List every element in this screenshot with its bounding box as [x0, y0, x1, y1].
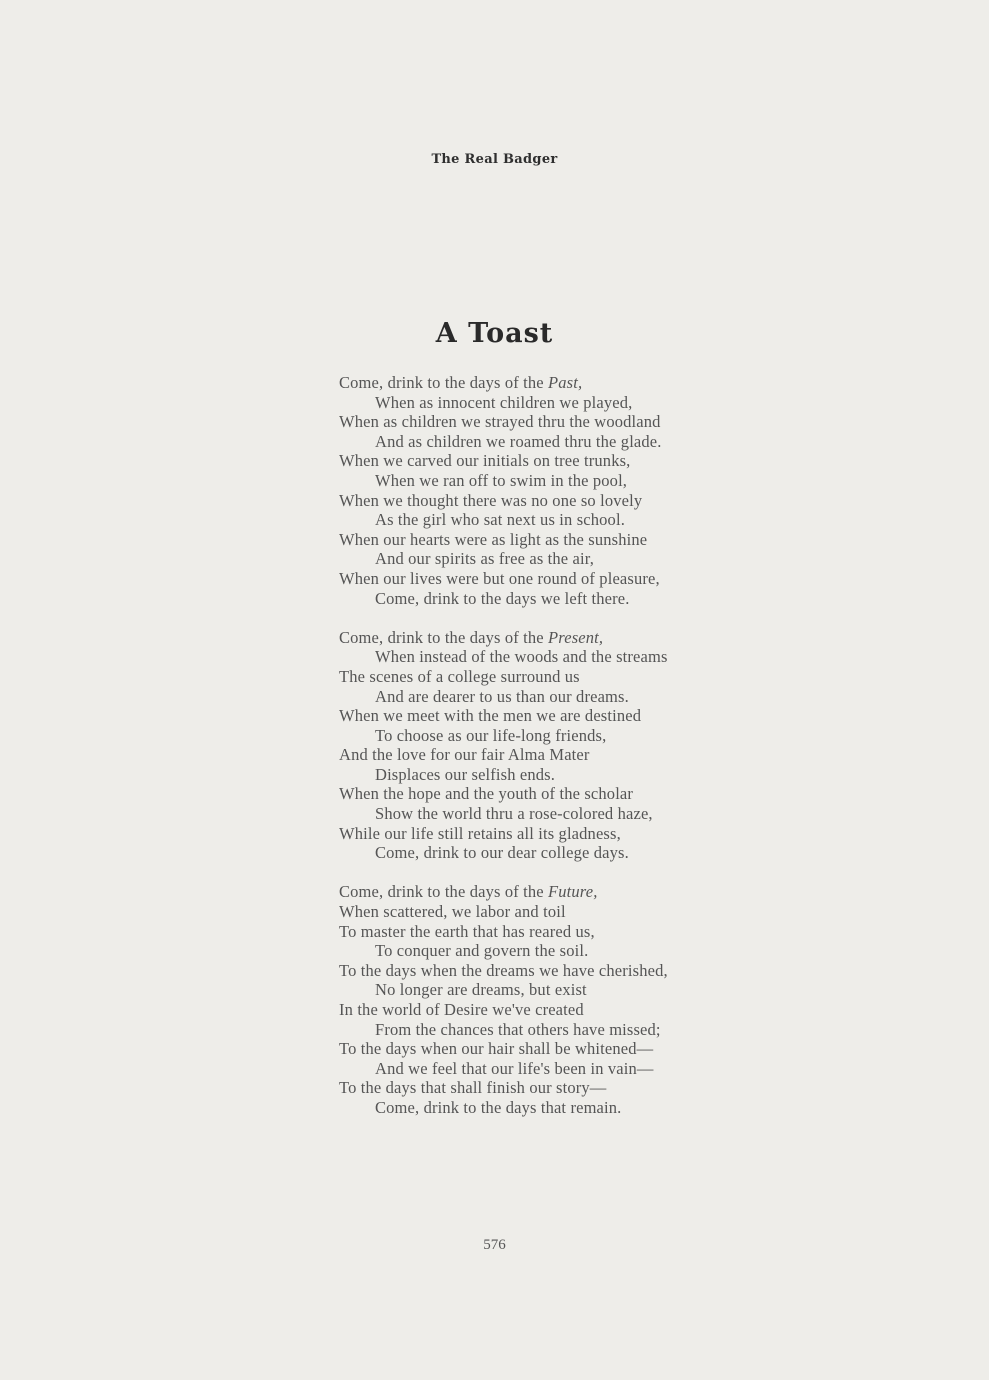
running-head: The Real Badger	[431, 152, 558, 167]
poem-line: Come, drink to the days we left there.	[375, 588, 630, 608]
poem-line: While our life still retains all its gladness,	[339, 823, 621, 843]
poem-line: When our lives were but one round of pleasure,	[339, 568, 660, 588]
poem-line: And the love for our fair Alma Mater	[339, 745, 590, 765]
poem-line: From the chances that others have missed;	[375, 1019, 661, 1039]
poem-line: Displaces our selfish ends.	[375, 764, 556, 784]
poem-line: And as children we roamed thru the glade.	[375, 431, 662, 451]
poem-line: Come, drink to the days that remain.	[375, 1097, 622, 1117]
poem-line: Come, drink to the days of the Future,	[339, 882, 598, 902]
poem-line: Show the world thru a rose-colored haze,	[375, 804, 653, 824]
poem-line: When scattered, we labor and toil	[339, 902, 566, 922]
stanza-3	[339, 882, 779, 1117]
poem-line: When as innocent children we played,	[375, 392, 633, 412]
poem-line: To conquer and govern the soil.	[375, 941, 589, 961]
poem-line: When we ran off to swim in the pool,	[375, 470, 628, 490]
poem-line: Come, drink to the days of the Present,	[339, 627, 604, 647]
poem-line: Come, drink to our dear college days.	[375, 843, 629, 863]
poem-line: And our spirits as free as the air,	[375, 549, 595, 569]
poem-line: To choose as our life-long friends,	[375, 725, 607, 745]
poem-line: In the world of Desire we've created	[339, 1000, 584, 1019]
poem-line: When we thought there was no one so lovely	[339, 490, 643, 510]
poem-line: Come, drink to the days of the Past,	[339, 373, 583, 392]
poem-line: When instead of the woods and the streams	[375, 647, 668, 667]
poem-line: To master the earth that has reared us,	[339, 921, 595, 941]
poem-line: And are dearer to us than our dreams.	[375, 686, 629, 706]
stanza-2	[339, 628, 779, 863]
poem-line: When we meet with the men we are destined	[339, 706, 642, 726]
poem-line: To the days when our hair shall be whitened—	[339, 1039, 654, 1059]
poem-line: And we feel that our life's been in vain—	[375, 1058, 654, 1078]
poem-body	[339, 373, 779, 1137]
poem-line: When as children we strayed thru the woodland	[339, 412, 661, 432]
poem-line: When our hearts were as light as the sunshine	[339, 529, 648, 549]
page-number: 576	[483, 1237, 506, 1253]
poem-line: To the days that shall finish our story—	[339, 1078, 607, 1098]
poem-title: A Toast	[435, 318, 554, 349]
poem-line: When the hope and the youth of the scholar	[339, 784, 634, 804]
poem-line: When we carved our initials on tree trunks,	[339, 451, 631, 471]
stanza-1	[339, 373, 779, 608]
poem-line: As the girl who sat next us in school.	[375, 510, 625, 530]
poem-line: No longer are dreams, but exist	[375, 980, 587, 1000]
poem-line: To the days when the dreams we have cherished,	[339, 960, 668, 980]
poem-line: The scenes of a college surround us	[339, 666, 580, 686]
